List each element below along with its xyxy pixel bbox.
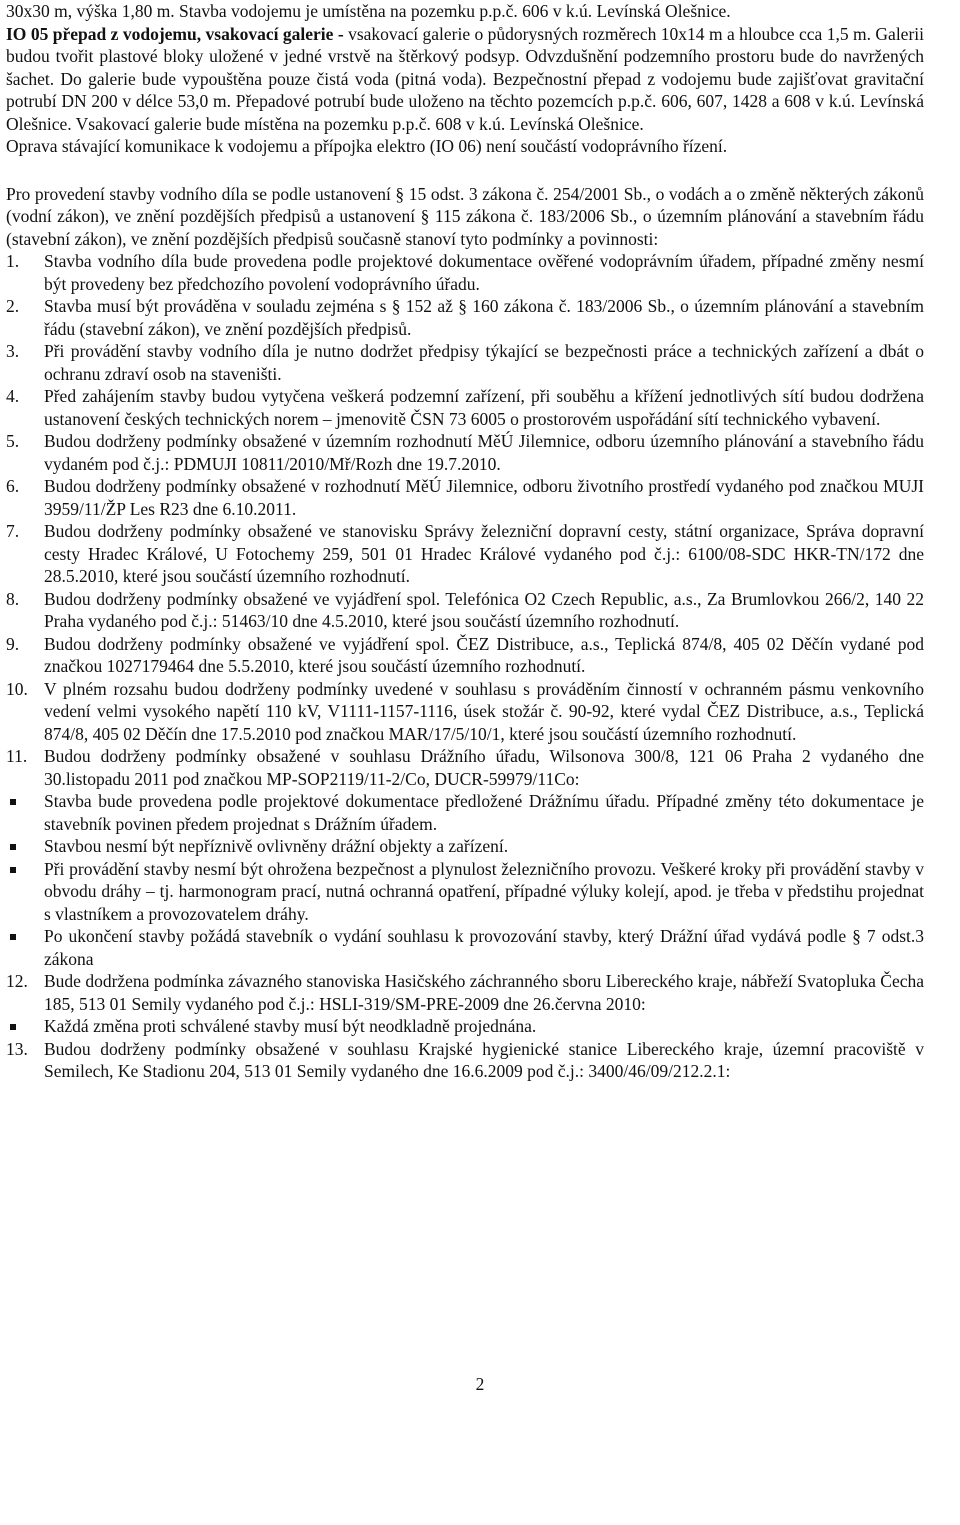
condition-item	[6, 970, 924, 1015]
page-number: 2	[475, 1374, 485, 1394]
condition-number: 12.	[6, 971, 28, 991]
condition-number: 9.	[6, 633, 20, 654]
condition-number: 4.	[6, 386, 20, 406]
condition-number: 7.	[6, 521, 20, 541]
condition-text: Budou dodrženy podmínky obsažené ve stanovisku Správy železniční dopravní cesty, státní organizace, Správa dopravní cesty Hradec Králové, U Fotochemy 259, 501 01 Hradec Králové vydaného pod č.j.: 6100/08-SDC HKR-TN/172 dne 28.5.2010, které jsou součástí územního rozhodnutí.	[44, 521, 924, 586]
bullet-text: Stavba bude provedena podle projektové dokumentace předložené Drážnímu úřadu. Případné změny této dokumentace je stavebník povinen předem projednat s Drážním úřadem.	[44, 791, 924, 834]
condition-text: Budou dodrženy podmínky obsažené v územním rozhodnutí MěÚ Jilemnice, odboru územního plánování a stavebního řádu vydaném pod č.j.: PDMUJI 10811/2010/Mř/Rozh dne 19.7.2010.	[44, 431, 924, 474]
condition-number: 10.	[6, 678, 28, 699]
condition-text: Bude dodržena podmínka závazného stanoviska Hasičského záchranného sboru Libereckého kraje, nábřeží Svatopluka Čecha 185, 513 01 Semily vydaného pod č.j.: HSLI-319/SM-PRE-2009 dne 26.června 2010:	[44, 971, 925, 1014]
condition-text: V plném rozsahu budou dodrženy podmínky uvedené v souhlasu s prováděním činností v ochranném pásmu venkovního vedení velmi vysokého napětí 110 kV, V1111-1157-1116, úsek stožár č. 90-92, které vydal ČEZ Distribuce, a.s., Teplická 874/8, 405 02 Děčín dne 17.5.2010 pod značkou MAR/17/5/10/1, které jsou součástí územního rozhodnutí.	[44, 678, 924, 744]
condition-text: Budou dodrženy podmínky obsažené v souhlasu Krajské hygienické stanice Libereckého kraje, územní pracoviště v Semilech, Ke Stadionu 204, 513 01 Semily vydaného dne 16.6.2009 pod č.j.: 3400/46/09/212.2.1:	[44, 1038, 924, 1081]
condition-text: Budou dodrženy podmínky obsažené ve vyjádření spol. ČEZ Distribuce, a.s., Teplická 874/8, 405 02 Děčín vydané pod značkou 1027179464 dne 5.5.2010, které jsou součástí územního rozhodnutí.	[44, 633, 924, 676]
condition-number: 13.	[6, 1038, 28, 1059]
condition-number: 8.	[6, 588, 20, 609]
bullet-square-icon	[10, 799, 16, 805]
condition-item	[6, 678, 924, 746]
condition-number: 11.	[6, 746, 28, 766]
condition-text: Budou dodrženy podmínky obsažené v rozhodnutí MěÚ Jilemnice, odboru životního prostředí vydaného pod značkou MUJI 3959/11/ŽP Les R23 dne 6.10.2011.	[44, 476, 924, 519]
condition-text: Při provádění stavby vodního díla je nutno dodržet předpisy týkající se bezpečnosti práce a technických zařízení a dbát o ochranu zdraví osob na staveništi.	[44, 341, 924, 384]
io06-line: Oprava stávající komunikace k vodojemu a přípojka elektro (IO 06) není součástí vodoprávního řízení.	[6, 136, 728, 156]
condition-number: 3.	[6, 341, 20, 361]
conditions-list	[6, 250, 924, 1083]
bullet-item	[6, 858, 924, 926]
decision-paragraph: Pro provedení stavby vodního díla se podle ustanovení § 15 odst. 3 zákona č. 254/2001 Sb., o vodách a o změně některých zákonů (vodní zákon), ve znění pozdějších předpisů a ustanovení § 115 zákona č. 183/2006 Sb., o územním plánování a stavebním řádu (stavební zákon), ve znění pozdějších předpisů současně stanoví tyto podmínky a povinnosti:	[6, 183, 924, 249]
condition-item	[6, 745, 924, 790]
condition-text: Před zahájením stavby budou vytyčena veškerá podzemní zařízení, při souběhu a křížení jednotlivých sítí budou dodržena ustanovení českých technických norem – jmenovitě ČSN 73 6005 o prostorovém uspořádání sítí technického vybavení.	[44, 386, 924, 429]
bullet-square-icon	[10, 867, 16, 873]
condition-item	[6, 1038, 924, 1083]
condition-text: Budou dodrženy podmínky obsažené v souhlasu Drážního úřadu, Wilsonova 300/8, 121 06 Praha 2 vydaného dne 30.listopadu 2011 pod značkou MP-SOP2119/11-2/Co, DUCR-59979/11Co:	[44, 746, 924, 789]
bullet-text: Při provádění stavby nesmí být ohrožena bezpečnost a plynulost železničního provozu. Veškeré kroky při provádění stavby v obvodu dráhy – tj. harmonogram prací, nutná ochranná opatření, případné výluky kolejí, apod. je třeba v předstihu projednat s vlastníkem a provozovatelem dráhy.	[44, 858, 924, 924]
condition-item	[6, 385, 924, 430]
io05-heading: IO 05 přepad z vodojemu, vsakovací galerie -	[6, 23, 344, 44]
spacer	[6, 158, 924, 183]
condition-number: 6.	[6, 476, 20, 496]
document-body	[6, 0, 924, 1083]
condition-item	[6, 633, 924, 678]
condition-text: Stavba vodního díla bude provedena podle projektové dokumentace ověřené vodoprávním úřadem, případné změny nesmí být provedeny bez předchozího povolení vodoprávního úřadu.	[44, 251, 924, 294]
bullet-text: Každá změna proti schválené stavby musí být neodkladně projednána.	[44, 1016, 537, 1036]
bullet-text: Po ukončení stavby požádá stavebník o vydání souhlasu k provozování stavby, který Drážní úřad vydává podle § 7 odst.3 zákona	[44, 926, 924, 969]
bullet-item	[6, 1015, 924, 1038]
condition-item	[6, 250, 924, 295]
intro-line-1: 30x30 m, výška 1,80 m. Stavba vodojemu je umístěna na pozemku p.p.č. 606 v k.ú. Levínská Olešnice.	[6, 1, 731, 21]
condition-text: Budou dodrženy podmínky obsažené ve vyjádření spol. Telefónica O2 Czech Republic, a.s., Za Brumlovkou 266/2, 140 22 Praha vydaného pod č.j.: 51463/10 dne 4.5.2010, které jsou součástí územního rozhodnutí.	[44, 588, 924, 631]
bullet-square-icon	[10, 934, 16, 940]
condition-item	[6, 430, 924, 475]
condition-item	[6, 295, 924, 340]
condition-number: 2.	[6, 296, 20, 316]
intro-section	[6, 0, 924, 158]
condition-item	[6, 588, 924, 633]
condition-text: Stavba musí být prováděna v souladu zejména s § 152 až § 160 zákona č. 183/2006 Sb., o územním plánování a stavebním řádu (stavební zákon), ve znění pozdějších předpisů.	[44, 296, 924, 339]
bullet-text: Stavbou nesmí být nepříznivě ovlivněny drážní objekty a zařízení.	[44, 836, 509, 856]
condition-number: 1.	[6, 251, 20, 271]
bullet-item	[6, 790, 924, 835]
condition-item	[6, 340, 924, 385]
condition-item	[6, 475, 924, 520]
condition-item	[6, 520, 924, 588]
bullet-square-icon	[10, 1024, 16, 1030]
bullet-item	[6, 835, 924, 858]
io05-paragraph	[6, 23, 924, 136]
bullet-item	[6, 925, 924, 970]
bullet-square-icon	[10, 844, 16, 850]
condition-number: 5.	[6, 431, 20, 451]
io05-text: vsakovací galerie o půdorysných rozměrech 10x14 m a hloubce cca 1,5 m. Galerii budou tvořit plastové bloky uložené v jedné vrstvě na štěrkový podsyp. Odvzdušnění podzemního prostoru bude do navržených šachet. Do galerie bude vypouštěna pouze čistá voda (pitná voda). Bezpečnostní přepad z vodojemu bude zajišťovat gravitační potrubí DN 200 v délce 53,0 m. Přepadové potrubí bude uloženo na těchto pozemcích p.p.č. 606, 607, 1428 a 608 v k.ú. Levínská Olešnice. Vsakovací galerie bude místěna na pozemku p.p.č. 608 v k.ú. Levínská Olešnice.	[6, 23, 924, 134]
